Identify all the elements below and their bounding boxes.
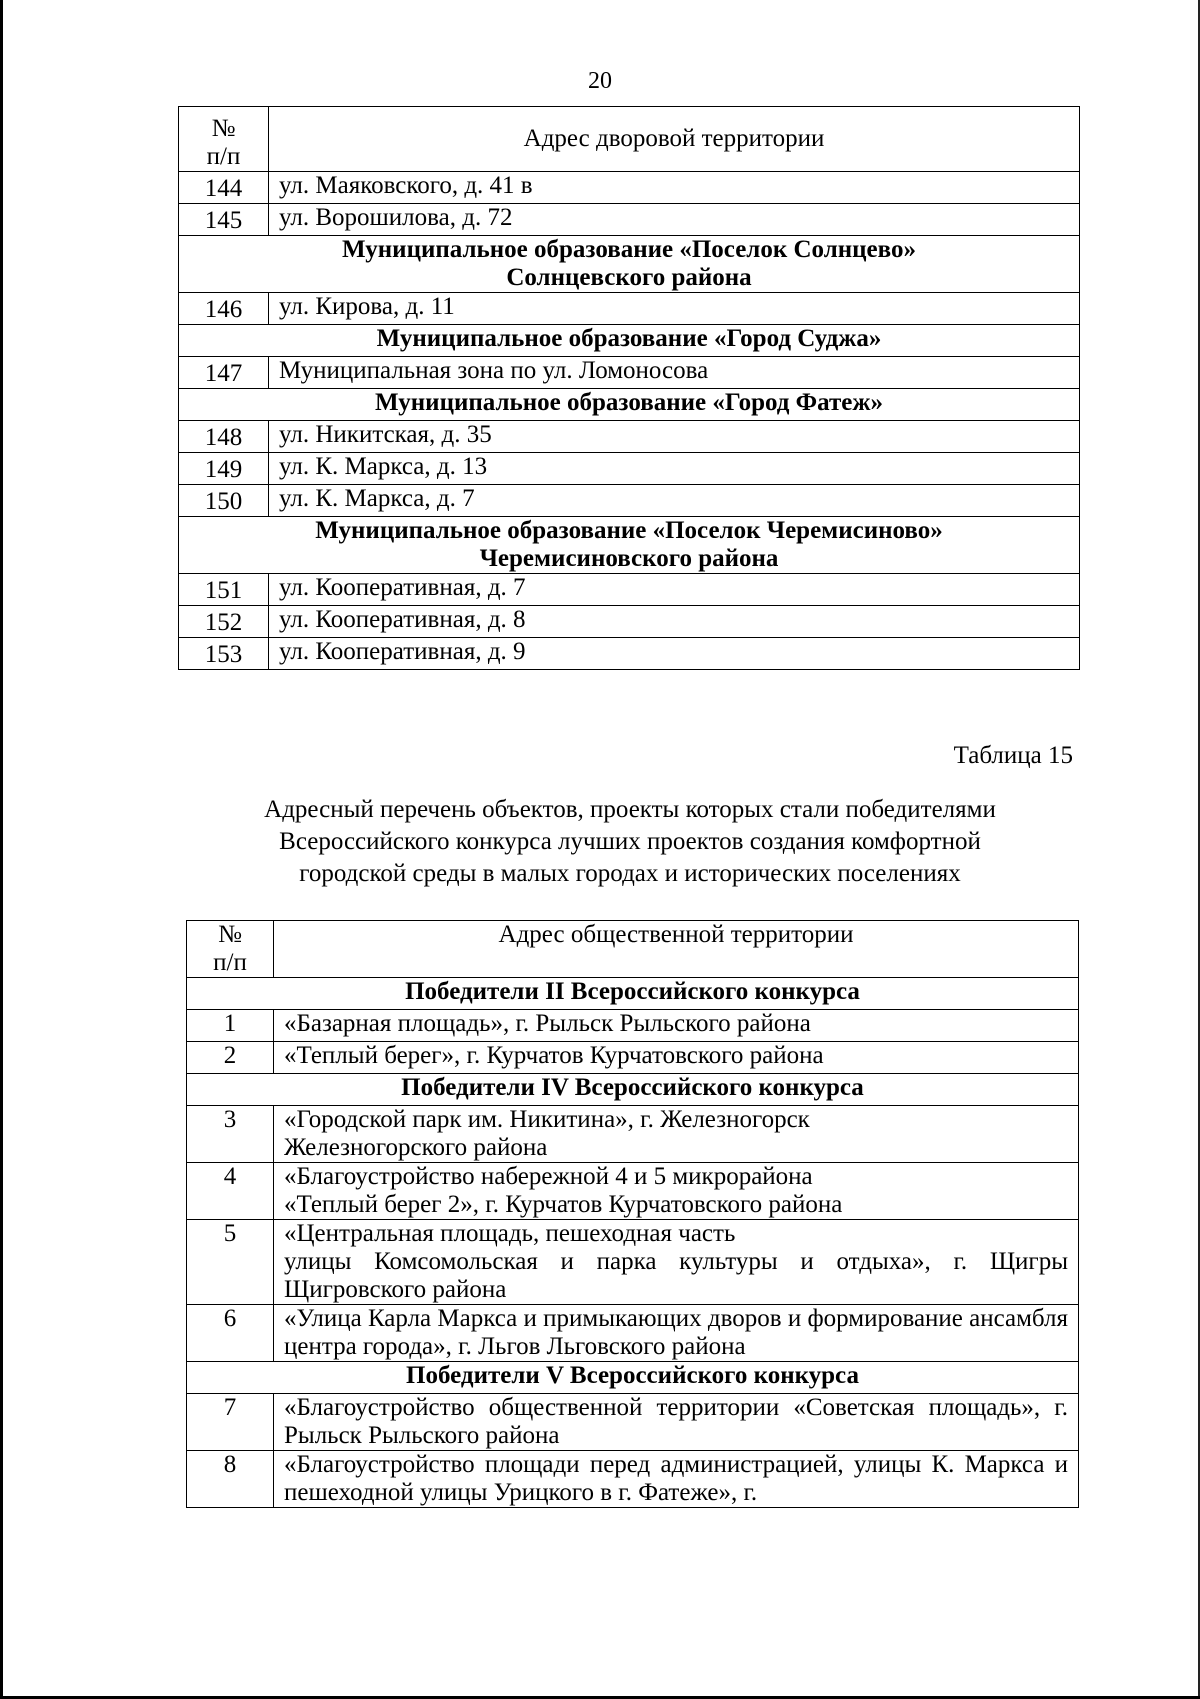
- section-title: Муниципальное образование «Город Суджа»: [179, 325, 1080, 357]
- table-label: Таблица 15: [953, 742, 1073, 769]
- page-number: 20: [588, 68, 612, 94]
- row-number: 153: [179, 638, 269, 670]
- section-row: [187, 1074, 1079, 1106]
- row-number: 5: [187, 1220, 274, 1305]
- row-address: ул. Маяковского, д. 41 в: [269, 172, 1080, 204]
- table-row: [179, 606, 1080, 638]
- row-number: 2: [187, 1042, 274, 1074]
- header-address: Адрес общественной территории: [274, 921, 1079, 978]
- caption-line: Адресный перечень объектов, проекты которых стали победителями: [264, 796, 996, 823]
- table-row: [187, 1106, 1079, 1163]
- section-title: Победители V Всероссийского конкурса: [187, 1362, 1079, 1394]
- row-number: 7: [187, 1394, 274, 1451]
- table-row: [187, 1451, 1079, 1508]
- row-number: 146: [179, 293, 269, 325]
- row-address: ул. Никитская, д. 35: [269, 421, 1080, 453]
- table-row: [179, 485, 1080, 517]
- row-address: ул. Кооперативная, д. 8: [269, 606, 1080, 638]
- row-number: 150: [179, 485, 269, 517]
- row-address: ул. К. Маркса, д. 7: [269, 485, 1080, 517]
- header-address: Адрес дворовой территории: [269, 107, 1080, 172]
- section-row: [179, 325, 1080, 357]
- row-number: 1: [187, 1010, 274, 1042]
- section-row: [187, 978, 1079, 1010]
- section-title: Победители IV Всероссийского конкурса: [187, 1074, 1079, 1106]
- row-address: «Центральная площадь, пешеходная часть улицы Комсомольская и парка культуры и отдыха», г. Щигры Щигровского района: [274, 1220, 1079, 1305]
- table-row: [179, 638, 1080, 670]
- row-number: 147: [179, 357, 269, 389]
- row-number: 148: [179, 421, 269, 453]
- row-number: 145: [179, 204, 269, 236]
- row-address: ул. К. Маркса, д. 13: [269, 453, 1080, 485]
- row-number: 151: [179, 574, 269, 606]
- section-title: Победители II Всероссийского конкурса: [187, 978, 1079, 1010]
- table-header-row: [187, 921, 1079, 978]
- row-number: 152: [179, 606, 269, 638]
- table-courtyard-territories: [178, 106, 1080, 670]
- section-row: [187, 1362, 1079, 1394]
- section-title: Муниципальное образование «Поселок Черемисиново» Черемисиновского района: [179, 517, 1080, 574]
- row-address: «Благоустройство общественной территории «Советская площадь», г. Рыльск Рыльского района: [274, 1394, 1079, 1451]
- table-public-territories: [186, 920, 1079, 1508]
- row-address: «Благоустройство площади перед администрацией, улицы К. Маркса и пешеходной улицы Урицкого в г. Фатеже», г.: [274, 1451, 1079, 1508]
- table-row: [187, 1010, 1079, 1042]
- table-row: [179, 421, 1080, 453]
- table-row: [179, 453, 1080, 485]
- row-address: Муниципальная зона по ул. Ломоносова: [269, 357, 1080, 389]
- section-row: [179, 236, 1080, 293]
- table-row: [179, 293, 1080, 325]
- table-row: [179, 204, 1080, 236]
- table-row: [187, 1220, 1079, 1305]
- row-address: «Базарная площадь», г. Рыльск Рыльского района: [274, 1010, 1079, 1042]
- row-number: 3: [187, 1106, 274, 1163]
- section-row: [179, 517, 1080, 574]
- table-row: [187, 1394, 1079, 1451]
- table-caption: [0, 794, 1200, 890]
- table-row: [179, 574, 1080, 606]
- section-row: [179, 389, 1080, 421]
- table-row: [179, 172, 1080, 204]
- row-number: 149: [179, 453, 269, 485]
- row-number: 4: [187, 1163, 274, 1220]
- header-number: № п/п: [187, 921, 274, 978]
- caption-line: городской среды в малых городах и исторических поселениях: [299, 860, 961, 887]
- header-number: № п/п: [179, 107, 269, 172]
- row-address: «Теплый берег», г. Курчатов Курчатовского района: [274, 1042, 1079, 1074]
- row-address: «Улица Карла Маркса и примыкающих дворов и формирование ансамбля центра города», г. Льгов Льговского района: [274, 1305, 1079, 1362]
- row-number: 144: [179, 172, 269, 204]
- section-title: Муниципальное образование «Поселок Солнцево» Солнцевского района: [179, 236, 1080, 293]
- table-row: [179, 357, 1080, 389]
- table-header-row: [179, 107, 1080, 172]
- row-address: ул. Кооперативная, д. 9: [269, 638, 1080, 670]
- row-address: ул. Кирова, д. 11: [269, 293, 1080, 325]
- table-row: [187, 1305, 1079, 1362]
- table-row: [187, 1042, 1079, 1074]
- caption-line: Всероссийского конкурса лучших проектов создания комфортной: [279, 828, 981, 855]
- row-address: «Благоустройство набережной 4 и 5 микрорайона «Теплый берег 2», г. Курчатов Курчатовского района: [274, 1163, 1079, 1220]
- row-address: ул. Кооперативная, д. 7: [269, 574, 1080, 606]
- table-row: [187, 1163, 1079, 1220]
- section-title: Муниципальное образование «Город Фатеж»: [179, 389, 1080, 421]
- row-address: ул. Ворошилова, д. 72: [269, 204, 1080, 236]
- row-number: 8: [187, 1451, 274, 1508]
- row-number: 6: [187, 1305, 274, 1362]
- row-address: «Городской парк им. Никитина», г. Железногорск Железногорского района: [274, 1106, 1079, 1163]
